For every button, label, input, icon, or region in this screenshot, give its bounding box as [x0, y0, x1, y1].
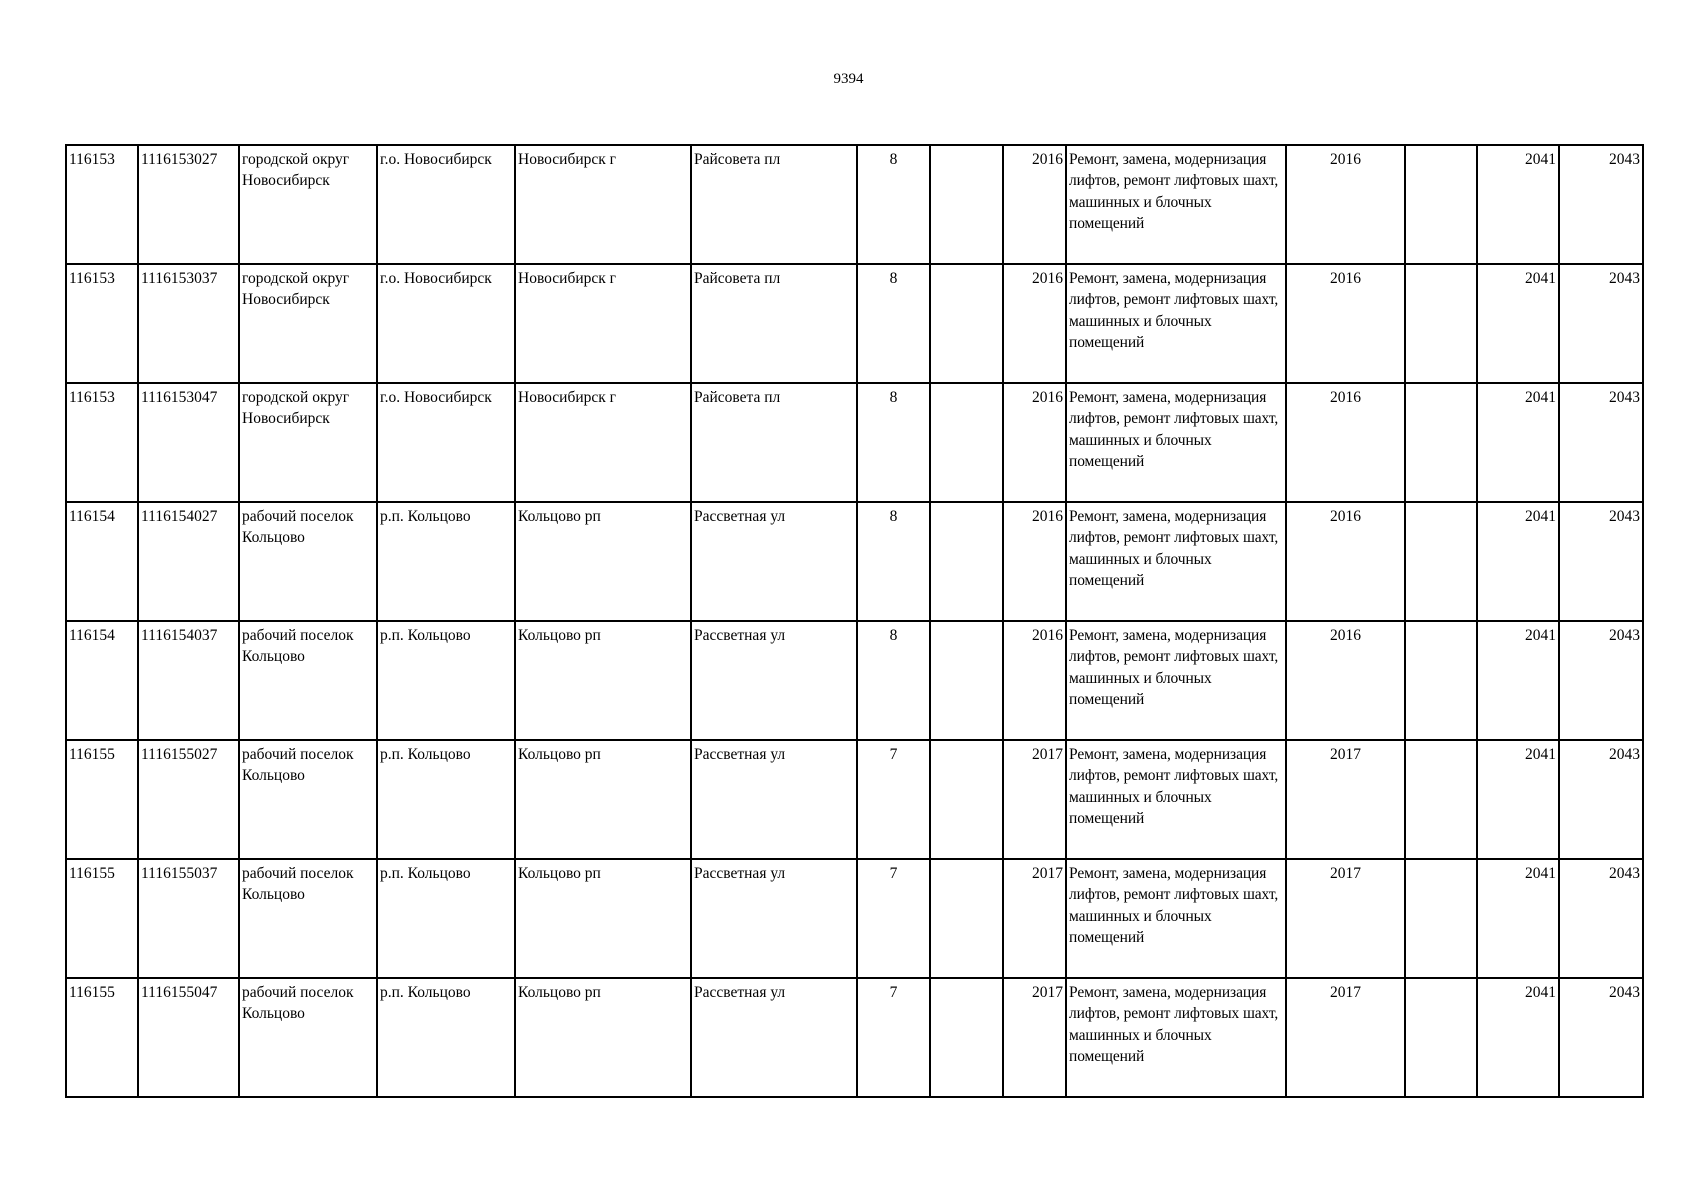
cell-year-built: 2016 [1003, 264, 1066, 383]
cell-id: 116154 [66, 502, 138, 621]
cell-work-type: Ремонт, замена, модернизация лифтов, ремонт лифтовых шахт, машинных и блочных помещений [1066, 145, 1286, 264]
cell-plan-start: 2041 [1477, 145, 1559, 264]
cell-work-type: Ремонт, замена, модернизация лифтов, ремонт лифтовых шахт, машинных и блочных помещений [1066, 740, 1286, 859]
cell-municipality: рабочий поселок Кольцово [239, 859, 377, 978]
cell-municipality-short: р.п. Кольцово [377, 740, 515, 859]
cell-settlement: Кольцово рп [515, 978, 691, 1097]
cell-street: Рассветная ул [691, 502, 857, 621]
table-row [66, 740, 1643, 859]
cell-house: 8 [857, 383, 930, 502]
cell-plan-start: 2041 [1477, 859, 1559, 978]
cell-settlement: Новосибирск г [515, 264, 691, 383]
cell-code: 1116153027 [138, 145, 239, 264]
cell-extra [1405, 502, 1477, 621]
cell-year-last-repair: 2016 [1286, 502, 1405, 621]
cell-plan-start: 2041 [1477, 740, 1559, 859]
cell-municipality-short: р.п. Кольцово [377, 978, 515, 1097]
cell-id: 116153 [66, 145, 138, 264]
cell-work-type: Ремонт, замена, модернизация лифтов, ремонт лифтовых шахт, машинных и блочных помещений [1066, 621, 1286, 740]
cell-municipality-short: р.п. Кольцово [377, 502, 515, 621]
cell-municipality: городской округ Новосибирск [239, 264, 377, 383]
cell-id: 116155 [66, 978, 138, 1097]
cell-house: 7 [857, 978, 930, 1097]
cell-plan-end: 2043 [1559, 264, 1643, 383]
cell-municipality: рабочий поселок Кольцово [239, 740, 377, 859]
cell-plan-start: 2041 [1477, 621, 1559, 740]
cell-code: 1116154037 [138, 621, 239, 740]
cell-code: 1116154027 [138, 502, 239, 621]
cell-year-built: 2017 [1003, 859, 1066, 978]
cell-municipality: рабочий поселок Кольцово [239, 978, 377, 1097]
cell-municipality-short: г.о. Новосибирск [377, 383, 515, 502]
cell-house: 8 [857, 502, 930, 621]
cell-year-built: 2016 [1003, 383, 1066, 502]
cell-municipality-short: р.п. Кольцово [377, 621, 515, 740]
cell-municipality: рабочий поселок Кольцово [239, 621, 377, 740]
cell-house: 7 [857, 859, 930, 978]
cell-work-type: Ремонт, замена, модернизация лифтов, ремонт лифтовых шахт, машинных и блочных помещений [1066, 859, 1286, 978]
cell-extra [1405, 264, 1477, 383]
cell-municipality: городской округ Новосибирск [239, 383, 377, 502]
cell-municipality: городской округ Новосибирск [239, 145, 377, 264]
cell-year-built: 2016 [1003, 502, 1066, 621]
cell-plan-start: 2041 [1477, 502, 1559, 621]
cell-plan-end: 2043 [1559, 859, 1643, 978]
cell-id: 116155 [66, 859, 138, 978]
cell-plan-start: 2041 [1477, 264, 1559, 383]
cell-building [930, 978, 1003, 1097]
table-row [66, 978, 1643, 1097]
cell-settlement: Новосибирск г [515, 383, 691, 502]
cell-plan-end: 2043 [1559, 383, 1643, 502]
cell-year-last-repair: 2016 [1286, 621, 1405, 740]
cell-street: Райсовета пл [691, 264, 857, 383]
cell-house: 8 [857, 145, 930, 264]
table-row [66, 621, 1643, 740]
cell-street: Рассветная ул [691, 621, 857, 740]
cell-settlement: Кольцово рп [515, 502, 691, 621]
cell-street: Рассветная ул [691, 859, 857, 978]
cell-year-built: 2016 [1003, 621, 1066, 740]
cell-work-type: Ремонт, замена, модернизация лифтов, ремонт лифтовых шахт, машинных и блочных помещений [1066, 383, 1286, 502]
cell-id: 116153 [66, 264, 138, 383]
cell-municipality: рабочий поселок Кольцово [239, 502, 377, 621]
cell-year-built: 2016 [1003, 145, 1066, 264]
page-number: 9394 [833, 71, 864, 87]
table-row [66, 264, 1643, 383]
cell-municipality-short: г.о. Новосибирск [377, 145, 515, 264]
cell-municipality-short: г.о. Новосибирск [377, 264, 515, 383]
cell-code: 1116153047 [138, 383, 239, 502]
cell-extra [1405, 978, 1477, 1097]
cell-building [930, 740, 1003, 859]
registry-table [65, 144, 1644, 1098]
table-row [66, 502, 1643, 621]
cell-extra [1405, 859, 1477, 978]
cell-house: 8 [857, 621, 930, 740]
cell-extra [1405, 740, 1477, 859]
cell-house: 8 [857, 264, 930, 383]
cell-plan-start: 2041 [1477, 978, 1559, 1097]
cell-code: 1116155037 [138, 859, 239, 978]
cell-house: 7 [857, 740, 930, 859]
cell-code: 1116155027 [138, 740, 239, 859]
cell-settlement: Кольцово рп [515, 621, 691, 740]
cell-extra [1405, 145, 1477, 264]
cell-settlement: Кольцово рп [515, 859, 691, 978]
cell-plan-start: 2041 [1477, 383, 1559, 502]
table-row [66, 383, 1643, 502]
cell-building [930, 621, 1003, 740]
table-row [66, 145, 1643, 264]
cell-id: 116155 [66, 740, 138, 859]
table-row [66, 859, 1643, 978]
cell-year-built: 2017 [1003, 740, 1066, 859]
cell-work-type: Ремонт, замена, модернизация лифтов, ремонт лифтовых шахт, машинных и блочных помещений [1066, 502, 1286, 621]
cell-building [930, 859, 1003, 978]
cell-building [930, 264, 1003, 383]
cell-year-last-repair: 2017 [1286, 978, 1405, 1097]
cell-work-type: Ремонт, замена, модернизация лифтов, ремонт лифтовых шахт, машинных и блочных помещений [1066, 978, 1286, 1097]
cell-work-type: Ремонт, замена, модернизация лифтов, ремонт лифтовых шахт, машинных и блочных помещений [1066, 264, 1286, 383]
cell-extra [1405, 383, 1477, 502]
cell-year-last-repair: 2017 [1286, 859, 1405, 978]
cell-code: 1116153037 [138, 264, 239, 383]
cell-plan-end: 2043 [1559, 502, 1643, 621]
cell-municipality-short: р.п. Кольцово [377, 859, 515, 978]
cell-street: Райсовета пл [691, 383, 857, 502]
cell-building [930, 383, 1003, 502]
cell-plan-end: 2043 [1559, 740, 1643, 859]
cell-street: Райсовета пл [691, 145, 857, 264]
cell-code: 1116155047 [138, 978, 239, 1097]
cell-year-last-repair: 2016 [1286, 145, 1405, 264]
cell-year-last-repair: 2016 [1286, 383, 1405, 502]
cell-year-last-repair: 2016 [1286, 264, 1405, 383]
cell-plan-end: 2043 [1559, 621, 1643, 740]
cell-plan-end: 2043 [1559, 978, 1643, 1097]
cell-plan-end: 2043 [1559, 145, 1643, 264]
cell-id: 116153 [66, 383, 138, 502]
table-body [66, 145, 1643, 1097]
cell-street: Рассветная ул [691, 740, 857, 859]
cell-settlement: Новосибирск г [515, 145, 691, 264]
cell-extra [1405, 621, 1477, 740]
cell-building [930, 145, 1003, 264]
cell-year-built: 2017 [1003, 978, 1066, 1097]
cell-settlement: Кольцово рп [515, 740, 691, 859]
cell-street: Рассветная ул [691, 978, 857, 1097]
cell-id: 116154 [66, 621, 138, 740]
cell-year-last-repair: 2017 [1286, 740, 1405, 859]
cell-building [930, 502, 1003, 621]
